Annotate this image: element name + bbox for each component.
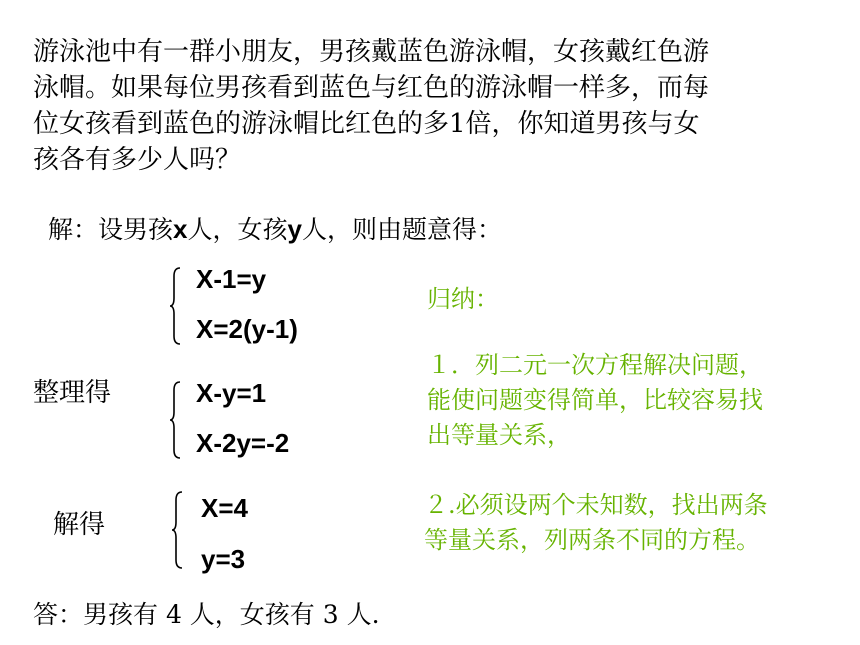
summary-point-2-line: 等量关系，列两条不同的方程。 [424, 526, 760, 554]
system2-equation-2: X-2y=-2 [196, 428, 290, 458]
problem-line: 游泳池中有一群小朋友，男孩戴蓝色游泳帽，女孩戴红色游 [33, 37, 710, 67]
variable-y: y [287, 214, 302, 244]
intro-prefix: 解：设男孩 [48, 215, 174, 244]
left-brace-icon [170, 266, 182, 346]
system1-equation-1: X-1=y [196, 264, 267, 294]
left-brace-icon [172, 490, 184, 570]
solution-intro [48, 210, 502, 246]
problem-statement [33, 34, 793, 178]
problem-line: 孩各有多少人吗？ [33, 145, 242, 175]
problem-line: 位女孩看到蓝色的游泳帽比红色的多1倍，你知道男孩与女 [33, 109, 700, 139]
summary-point-2 [424, 488, 768, 558]
summary-point-1 [427, 348, 763, 453]
left-brace-icon [170, 380, 182, 460]
system2-equation-1: X-y=1 [196, 378, 267, 408]
summary-title: 归纳： [427, 285, 499, 313]
summary-point-1-line: １．列二元一次方程解决问题， [427, 351, 763, 379]
summary-point-2-line: ２.必须设两个未知数，找出两条 [424, 491, 768, 519]
summary-point-1-line: 能使问题变得简单，比较容易找 [427, 386, 763, 414]
rearrange-label: 整理得 [33, 378, 112, 408]
system3-equation-2: y=3 [201, 544, 246, 574]
intro-suffix: 人，则由题意得： [301, 215, 502, 244]
variable-x: x [173, 214, 188, 244]
solve-label: 解得 [53, 510, 106, 540]
problem-line: 泳帽。如果每位男孩看到蓝色与红色的游泳帽一样多，而每 [33, 73, 710, 103]
system1-equation-2: X=2(y-1) [196, 314, 298, 344]
summary-point-1-line: 出等量关系， [427, 421, 571, 449]
system3-equation-1: X=4 [201, 493, 248, 523]
intro-middle: 人，女孩 [187, 215, 288, 244]
answer-line: 答：男孩有 4 人，女孩有 3 人. [33, 600, 380, 629]
